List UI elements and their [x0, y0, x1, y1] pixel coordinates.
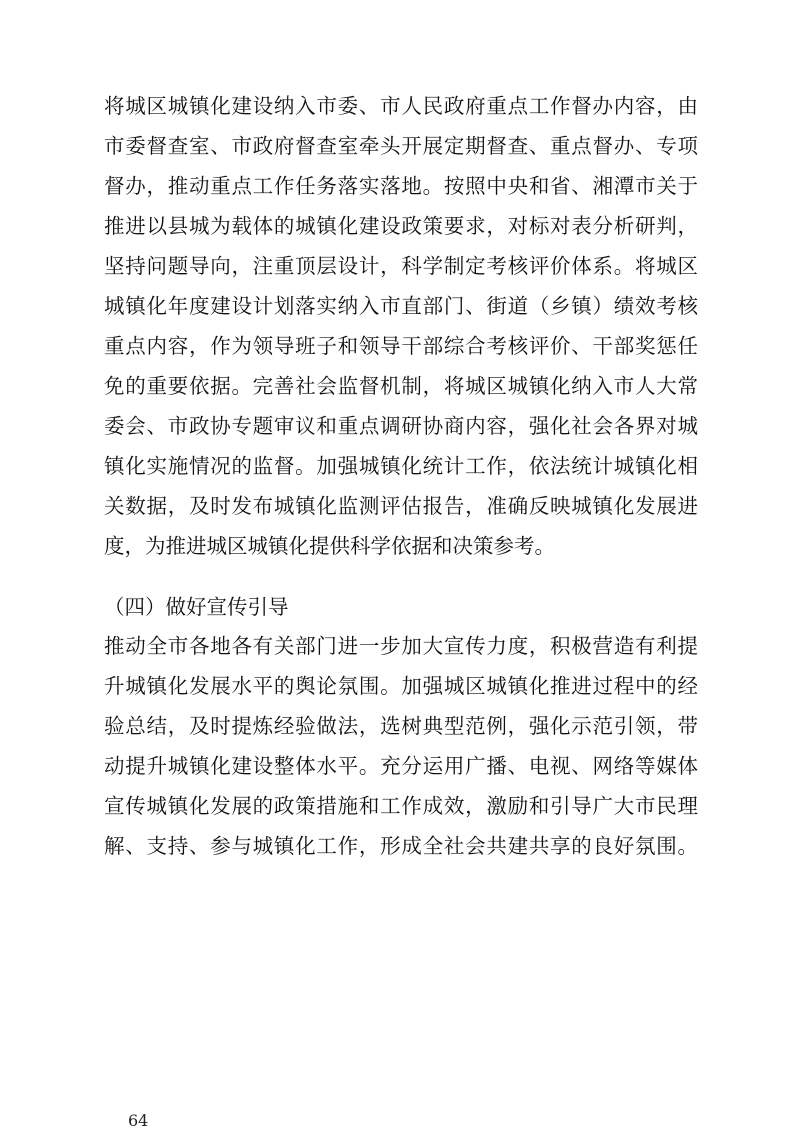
paragraph-line: 城镇化年度建设计划落实纳入市直部门、街道（乡镇）绩效考核 [104, 294, 698, 318]
paragraph-line: 镇化实施情况的监督。加强城镇化统计工作，依法统计城镇化相 [104, 454, 698, 478]
paragraph-line: 度，为推进城区城镇化提供科学依据和决策参考。 [104, 534, 555, 558]
section-heading: （四）做好宣传引导 [104, 595, 289, 619]
paragraph-line: 委会、市政协专题审议和重点调研协商内容，强化社会各界对城 [104, 414, 698, 438]
page-number: 64 [128, 1111, 149, 1130]
paragraph-line: 升城镇化发展水平的舆论氛围。加强城区城镇化推进过程中的经 [104, 674, 698, 698]
paragraph-line: 验总结，及时提炼经验做法，选树典型范例，强化示范引领，带 [104, 714, 698, 738]
paragraph-line: 将城区城镇化建设纳入市委、市人民政府重点工作督办内容，由 [104, 94, 698, 118]
paragraph-line: 解、支持、参与城镇化工作，形成全社会共建共享的良好氛围。 [104, 834, 698, 858]
paragraph-line: 宣传城镇化发展的政策措施和工作成效，激励和引导广大市民理 [104, 794, 698, 818]
paragraph-line: 市委督查室、市政府督查室牵头开展定期督查、重点督办、专项 [104, 134, 698, 158]
paragraph-line: 坚持问题导向，注重顶层设计，科学制定考核评价体系。将城区 [104, 254, 698, 278]
paragraph-line: 重点内容，作为领导班子和领导干部综合考核评价、干部奖惩任 [104, 334, 698, 358]
paragraph-line: 推动全市各地各有关部门进一步加大宣传力度，积极营造有利提 [104, 634, 698, 658]
paragraph-line: 免的重要依据。完善社会监督机制，将城区城镇化纳入市人大常 [104, 374, 698, 398]
paragraph-line: 动提升城镇化建设整体水平。充分运用广播、电视、网络等媒体 [104, 754, 698, 778]
paragraph-line: 督办，推动重点工作任务落实落地。按照中央和省、湘潭市关于 [104, 174, 698, 198]
paragraph-line: 关数据，及时发布城镇化监测评估报告，准确反映城镇化发展进 [104, 494, 698, 518]
paragraph-line: 推进以县城为载体的城镇化建设政策要求，对标对表分析研判， [104, 214, 698, 238]
